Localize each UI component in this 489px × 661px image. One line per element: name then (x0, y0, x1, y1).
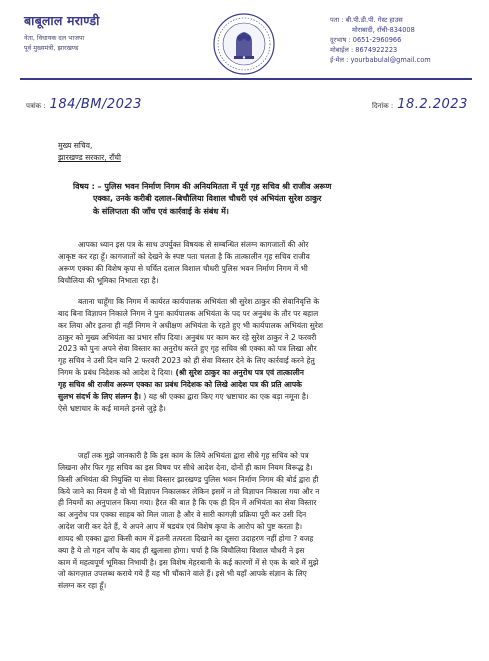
handwritten-number: 184/BM/2023 (49, 97, 142, 112)
text-line: बाद बिना विज्ञापन निकाले निगम ने पुनः कार्यपालक अभियंता के पद पर अनुबंध के तौर पर बहाल (58, 308, 319, 318)
letterhead-divider (20, 78, 472, 80)
subject-line: एक्का, उनके करीबी दलाल–बिचौलिया विशाल चौधरी एवं अभियंता सुरेश ठाकुर (93, 194, 322, 204)
letterhead-contact (330, 16, 480, 65)
subject-line: के संलिप्तता की जाँच एवं कार्रवाई के संबंध में। (93, 206, 229, 216)
contact-row: पता : बी.पी.डी.पी. गेस्ट हाउस (330, 16, 403, 24)
reference-date: दिनांक : 18.2.2023 (372, 97, 468, 112)
text-line: जो कागज़ात उपलब्ध कराये गये हैं यह भी चौंकाने वाले हैं। इसे भी यहाँ आपके संज्ञान के लिए (58, 569, 307, 579)
text-line: अरूण एक्का की विशेष कृपा से चर्चित दलाल विशाल चौधरी पुलिस भवन निर्माण निगम में भी (58, 263, 308, 273)
text-line: आदेश जारी कर देते हैं, ये अपने आप में षडयंत्र एवं विशेष कृपा के आरोप को पुष्ट करता है। (58, 522, 303, 532)
handwritten-date: 18.2.2023 (397, 97, 468, 112)
contact-row: मोराबादी, राँची-834008 (352, 25, 415, 34)
text-line: ऐसे भ्रष्टाचार के कई मामले इनसे जुड़े है। (58, 403, 166, 413)
text-line: किसी अभियंता की नियुक्ति या सेवा विस्तार झारखण्ड पुलिस भवन निर्माण निगम की बोर्ड द्वारा ही (58, 474, 319, 484)
text-line: जहाँ तक मुझे जानकारी है कि इस काम के लिये अभियंता द्वारा सीधे गृह सचिव को पत्र (78, 451, 309, 460)
text-line: लिखना और फिर गृह सचिव का इस विषय पर सीधे आदेश देना, दोनों ही काम नियम विरूद्ध है। (58, 462, 313, 472)
text-line: किये जाने का नियम है वो भी विज्ञापन निकालकर लेकिन इसमें न तो विज्ञापन निकाला गया और न (58, 486, 320, 496)
designation-line: पूर्व मुख्यमंत्री, झारखण्ड (24, 43, 79, 52)
text-line: आकृष्ट कर रहा हूँ। कागजातों को देखने के स्पष्ट पता चलता है कि तात्कालीन गृह सचिव राजीव (58, 251, 310, 261)
text-line: का अनुरोध पत्र एक्का साहब को मिल जाता है और वे सारी कागज़ी प्रक्रिया पूरी कर उसी दिन (58, 510, 307, 520)
paragraph-3 (58, 450, 472, 592)
reference-number: पत्रांक : 184/BM/2023 (26, 97, 142, 112)
designation-line: नेता, विधायक दल भाजपा (24, 34, 85, 42)
addressee (58, 140, 121, 164)
text-line: आपका ध्यान इस पत्र के साथ उपर्युक्त विषयक से सम्बन्धित संलग्न कागजातों की ओर (78, 240, 309, 249)
text-line: निगम के प्रबंध निदेशक को आदेश दे दिया। (श्री सुरेश ठाकुर का अनुरोध पत्र एवं तात्कालीन (58, 368, 304, 378)
text-line: 2023 को पुनः अपने सेवा विस्तार का अनुरोध करते हुए गृह सचिव श्री एक्का को पत्र लिखा और (58, 344, 317, 354)
text-line: क्या है ये तो गहन जाँच के बाद ही खुलासा होगा। चर्चा है कि बिचौलिया विशाल चौधरी ने इस (58, 545, 305, 555)
contact-row: मोबाईल : 8674922223 (330, 45, 398, 54)
sender-designations (24, 34, 174, 54)
text-line: संलग्न कर रहा हूँ। (58, 581, 107, 591)
text-line: गृह सचिव ने उसी दिन यानि 2 फरवरी 2023 को ही सेवा विस्तार देने के लिए कार्रवाई करने हेतु (58, 356, 315, 366)
sender-name: बाबूलाल मराण्डी (24, 13, 100, 28)
subject-block (73, 181, 463, 218)
national-emblem-icon (212, 12, 276, 76)
subject-label: विषय : – (73, 182, 102, 191)
paragraph-1 (58, 239, 472, 286)
subject-line: विषय : – पुलिस भवन निर्माण निगम की अनियमितता में पूर्व गृह सचिव श्री राजीव अरूण (73, 182, 332, 191)
text-line: शायद श्री एक्का द्वारा किसी काम में इतनी तत्परता दिखाने का दूसरा उदाहरण नहीं होगा ? वजह (58, 533, 314, 543)
letterhead-left (24, 12, 174, 54)
text-line: कर लिया और इतना ही नहीं निगम ने अधीक्षण अभियंता के रहते हुए भी कार्यपालक अभियंता सुरेश (58, 320, 323, 330)
paragraph-2 (58, 296, 472, 414)
addressee-line: झारखण्ड सरकार, राँची (58, 152, 121, 162)
text-line: बिचौलिया की भूमिका निभाता रहा है। (58, 275, 159, 285)
text-line: गृह सचिव श्री राजीव अरूण एक्का का प्रबंध निदेशक को लिखे आदेश पत्र की प्रति आपके (58, 379, 302, 389)
addressee-line: मुख्य सचिव, (58, 141, 93, 150)
text-line: सुलभ संदर्भ के लिए संलग्न है। ) यह श्री एक्का द्वारा किए गए भ्रष्टाचार का एक बड़ा नमूना है। (58, 391, 309, 401)
text-line: ठाकुर को मुख्य अभियंता का प्रभार सौंप दिया। अनुबंध पर काम कर रहे सुरेश ठाकुर ने 2 फरवरी (58, 332, 317, 342)
contact-row: दूरभाष : 0651-2960966 (330, 35, 402, 44)
text-line: काम में महत्वपूर्ण भूमिका निभायी है। इस विशेष मेहरबानी के कई कारणों में से एक के बारे में मुझे (58, 557, 319, 567)
contact-row: ई-मेल : yourbabulal@gmail.com (330, 55, 431, 64)
text-line: बताना चाहूँगा कि निगम में कार्यरत कार्यपालक अभियंता श्री सुरेश ठाकुर की सेवानिवृत्ति के (78, 297, 320, 306)
text-line: ही नियमों का अनुपालन किया गया। हैरत की बात है कि एक ही दिन में अभियंता का सेवा विस्तार (58, 498, 317, 508)
